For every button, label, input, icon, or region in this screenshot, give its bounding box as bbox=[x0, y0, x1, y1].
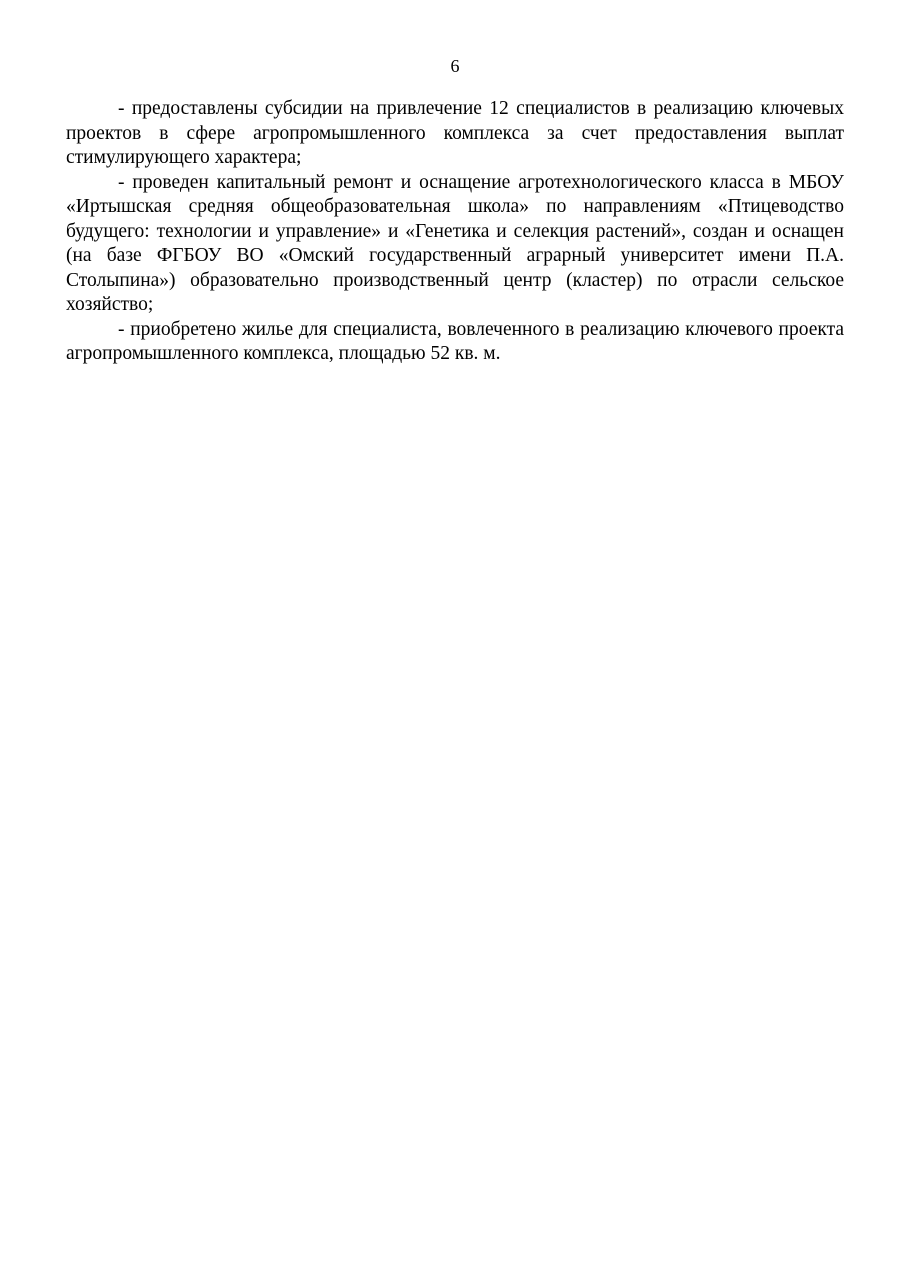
paragraph-class-renovation: - проведен капитальный ремонт и оснащение агротехнологического класса в МБОУ «Иртышская средняя общеобразовательная школа» по направлениям «Птицеводство будущего: технологии и управление» и «Генетика и селекция растений», создан и оснащен (на базе ФГБОУ ВО «Омский государственный аграрный университет имени П.А. Столыпина») образовательно производственный центр (кластер) по отрасли сельское хозяйство; bbox=[66, 171, 844, 315]
paragraph-housing: - приобретено жилье для специалиста, вовлеченного в реализацию ключевого проекта агропромышленного комплекса, площадью 52 кв. м. bbox=[66, 318, 844, 364]
page-number: 6 bbox=[450, 56, 460, 76]
paragraph-subsidies: - предоставлены субсидии на привлечение 12 специалистов в реализацию ключевых проектов в сфере агропромышленного комплекса за счет предоставления выплат стимулирующего характера; bbox=[66, 98, 844, 168]
document-body bbox=[66, 97, 844, 367]
